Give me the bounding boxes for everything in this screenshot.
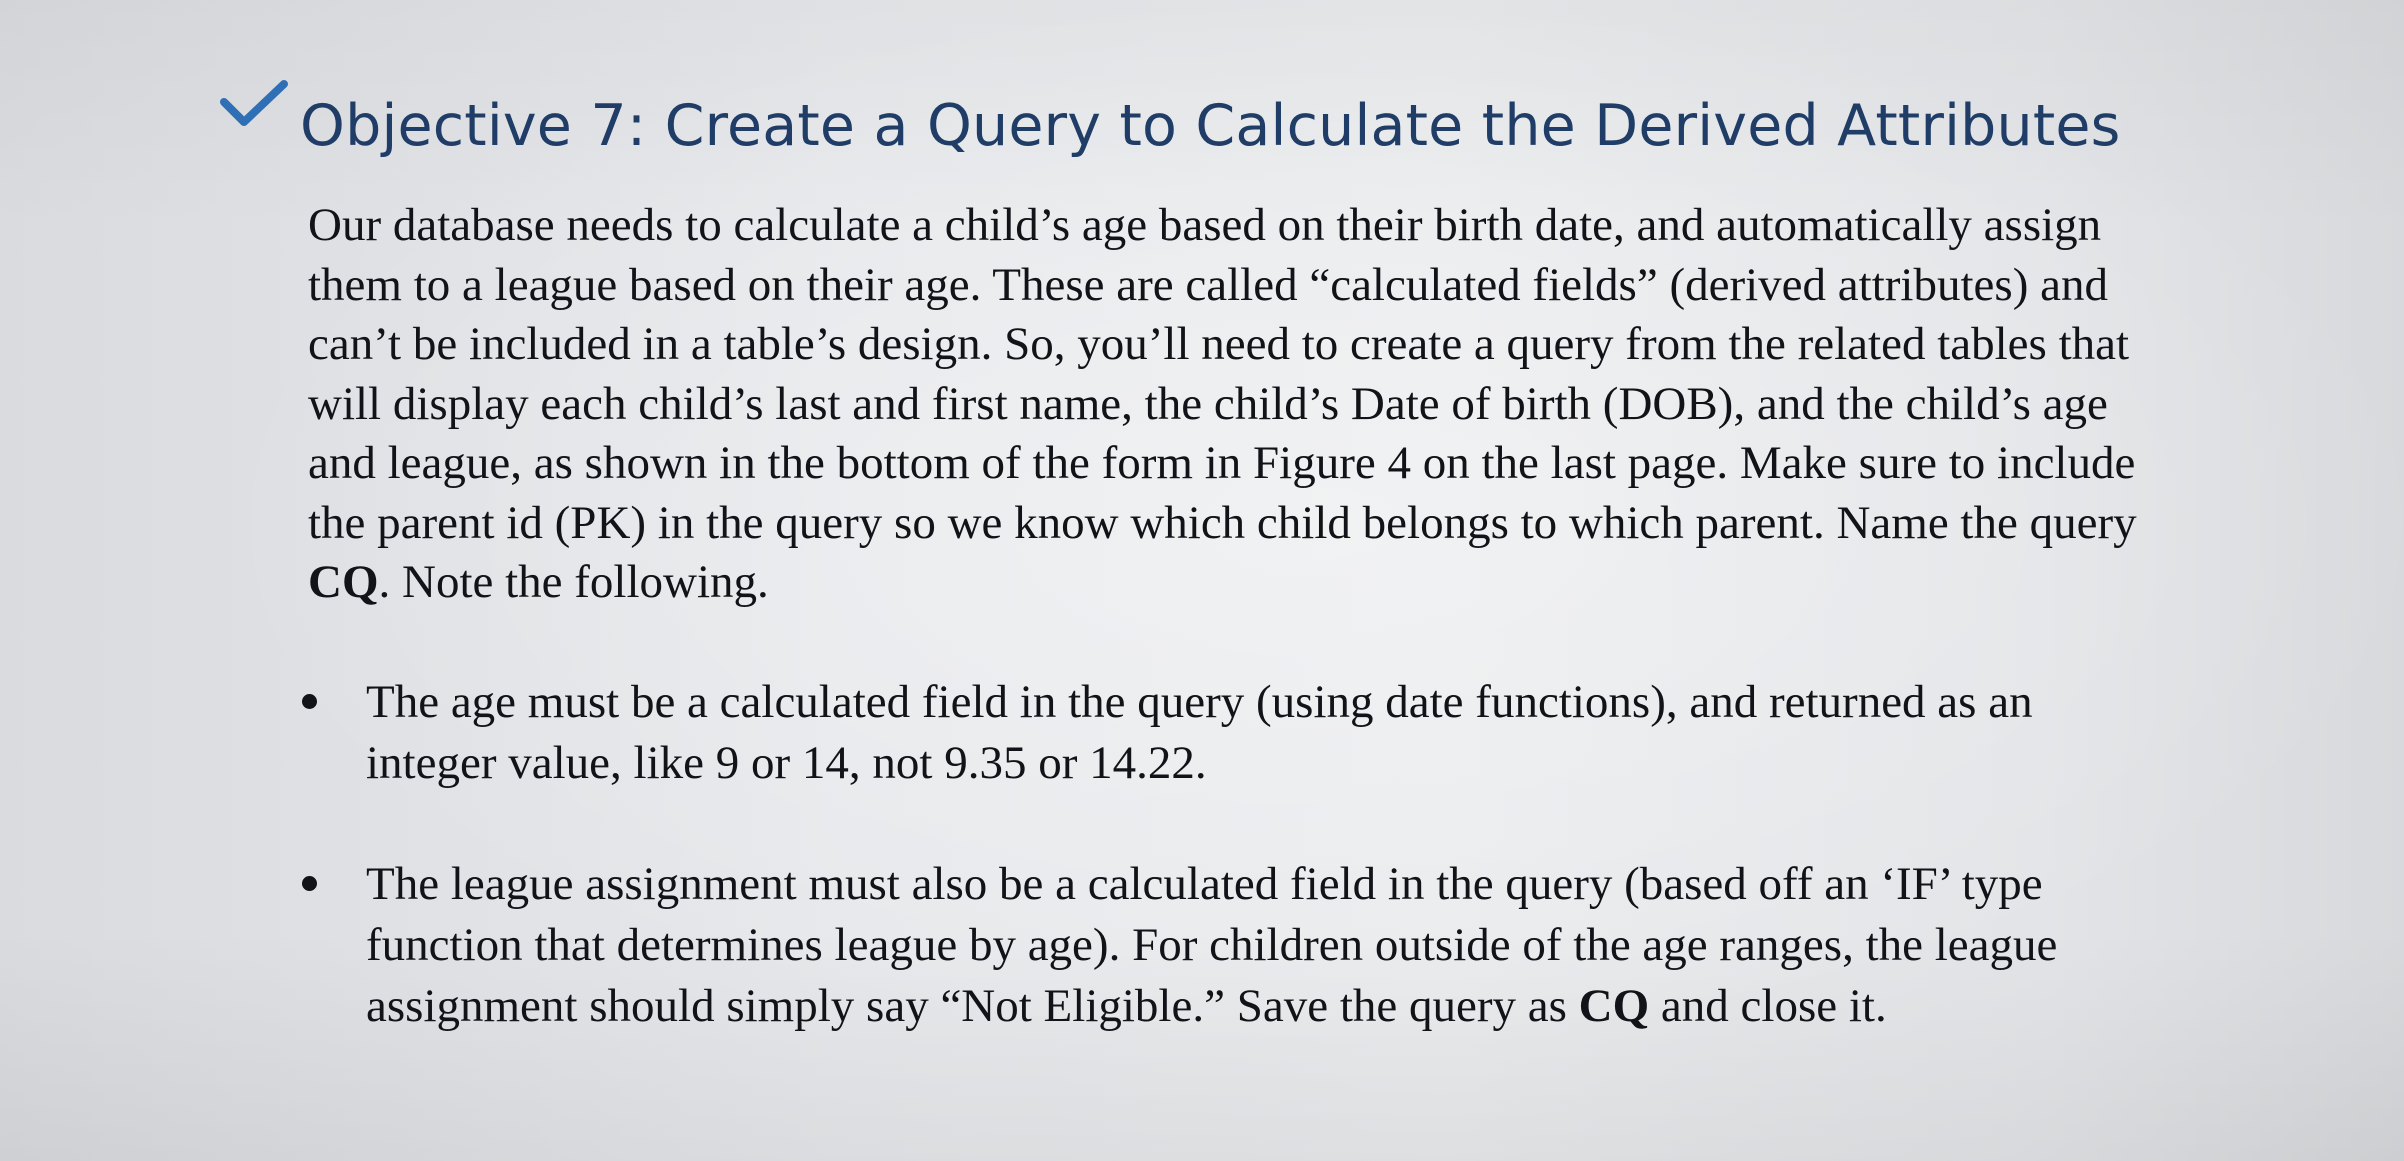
intro-text: Our database needs to calculate a child’s age based on their birth date, and automatically assign them to a league based on their age. These are called “calculated fields” (derived attributes) and can’t be included in a table’s design. So, you’ll need to create a query from the related tables that will display each child’s last and first name, the child’s Date of birth (DOB), and the child’s age and league, as shown in the bottom of the form in Figure 4 on the last page. Make sure to include the parent id (PK) in the query so we know which child belongs to which parent. Name the query (308, 199, 2137, 549)
bullet-text: The age must be a calculated field in the query (using date functions), and returned as an integer value, like 9 or 14, not 9.35 or 14.22. (366, 676, 2033, 789)
list-item (290, 672, 2150, 794)
objective-heading: Objective 7: Create a Query to Calculate the Derived Attributes (300, 93, 2121, 159)
intro-text-end: . Note the following. (378, 556, 769, 608)
query-name: CQ (1578, 980, 1650, 1032)
query-name: CQ (308, 556, 379, 608)
checkmark-icon (218, 78, 290, 130)
bullet-icon (302, 694, 317, 709)
bullet-text: The league assignment must also be a calculated field in the query (based off an ‘IF’ type function that determines league by age). For children outside of the age ranges, the league assignment should simply say “Not Eligible.” Save the query as (366, 858, 2058, 1032)
requirements-list (290, 672, 2150, 1037)
bullet-text-end: and close it. (1649, 980, 1887, 1032)
intro-paragraph (308, 196, 2148, 613)
list-item (290, 854, 2150, 1037)
bullet-icon (302, 876, 317, 891)
